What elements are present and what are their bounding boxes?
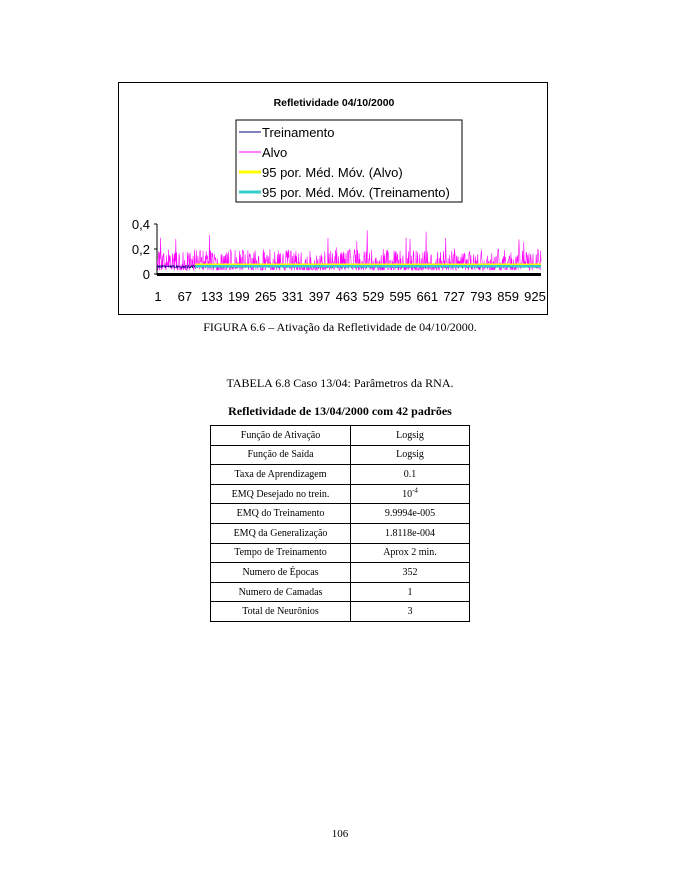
x-tick-label: 727: [443, 289, 466, 304]
legend-label-mm-treinamento: 95 por. Méd. Móv. (Treinamento): [262, 185, 450, 200]
table-row: [211, 445, 470, 465]
chart-legend: [236, 120, 462, 202]
table-row: [211, 465, 470, 485]
x-axis-tick-labels: [154, 289, 545, 304]
x-tick-label: 529: [362, 289, 385, 304]
legend-label-alvo: Alvo: [262, 145, 288, 160]
parameter-value: 1: [407, 586, 413, 598]
legend-label-mm-alvo: 95 por. Méd. Móv. (Alvo): [262, 165, 403, 180]
parameter-value-cell: [351, 563, 470, 583]
parameter-label: EMQ da Generalização: [211, 523, 351, 543]
table-row: [211, 563, 470, 583]
table-caption: TABELA 6.8 Caso 13/04: Parâmetros da RNA.: [226, 376, 454, 390]
parameters-table: [210, 425, 470, 622]
parameter-label: Função de Ativação: [211, 426, 351, 446]
parameter-value-cell: [351, 465, 470, 485]
parameter-value-cell: [351, 445, 470, 465]
y-tick-label-0: 0: [142, 267, 150, 282]
x-tick-label: 265: [254, 289, 277, 304]
x-tick-label: 925: [524, 289, 546, 304]
table-row: [211, 426, 470, 446]
parameter-value: 352: [402, 566, 418, 578]
parameter-value: Aprox 2 min.: [383, 547, 437, 559]
x-tick-label: 1: [154, 289, 162, 304]
table-row: [211, 484, 470, 504]
page-number: 106: [331, 828, 349, 840]
parameter-value-cell: [351, 523, 470, 543]
parameter-label: EMQ do Treinamento: [211, 504, 351, 524]
parameter-label: Numero de Épocas: [211, 563, 351, 583]
parameter-label: Tempo de Treinamento: [211, 543, 351, 563]
parameter-value-cell: [351, 426, 470, 446]
table-row: [211, 504, 470, 524]
legend-label-treinamento: Treinamento: [262, 125, 335, 140]
chart-title: Refletividade 04/10/2000: [273, 97, 395, 109]
parameter-value: Logsig: [396, 449, 424, 461]
x-tick-label: 595: [389, 289, 412, 304]
parameter-value-cell: [351, 543, 470, 563]
parameter-label: Taxa de Aprendizagem: [211, 465, 351, 485]
parameter-value: 0.1: [403, 468, 417, 480]
parameter-label: EMQ Desejado no trein.: [211, 484, 351, 504]
x-tick-label: 67: [177, 289, 193, 304]
parameter-value-exponent: -4: [412, 486, 418, 495]
parameter-label: Função de Saída: [211, 445, 351, 465]
table-row: [211, 582, 470, 602]
parameter-value: Logsig: [396, 429, 424, 441]
x-tick-label: 793: [470, 289, 492, 304]
x-tick-label: 463: [335, 289, 358, 304]
parameter-value-cell: [351, 582, 470, 602]
parameter-label: Total de Neurônios: [211, 602, 351, 622]
parameter-value-cell: [351, 602, 470, 622]
parameter-value: 3: [407, 606, 413, 618]
y-tick-label-04: 0,4: [131, 217, 150, 232]
parameter-value: 9.9994e-005: [384, 508, 436, 520]
parameter-value: 1.8118e-004: [385, 527, 435, 539]
x-tick-label: 133: [201, 289, 223, 304]
x-tick-label: 397: [308, 289, 331, 304]
table-row: [211, 523, 470, 543]
x-tick-label: 859: [497, 289, 519, 304]
x-tick-label: 661: [416, 289, 439, 304]
y-tick-label-02: 0,2: [131, 242, 150, 257]
chart-frame: [118, 82, 548, 315]
plot-area: [157, 230, 541, 274]
table-title: Refletividade de 13/04/2000 com 42 padrões: [228, 404, 452, 418]
parameter-label: Numero de Camadas: [211, 582, 351, 602]
x-tick-label: 199: [227, 289, 250, 304]
parameter-value-cell: [351, 504, 470, 524]
reflectivity-chart: [119, 83, 547, 314]
table-row: [211, 543, 470, 563]
parameter-value-cell: [351, 484, 470, 504]
figure-caption: FIGURA 6.6 – Ativação da Refletividade de 04/10/2000.: [203, 320, 477, 334]
x-tick-label: 331: [281, 289, 304, 304]
parameter-value: 10: [402, 488, 413, 500]
table-row: [211, 602, 470, 622]
